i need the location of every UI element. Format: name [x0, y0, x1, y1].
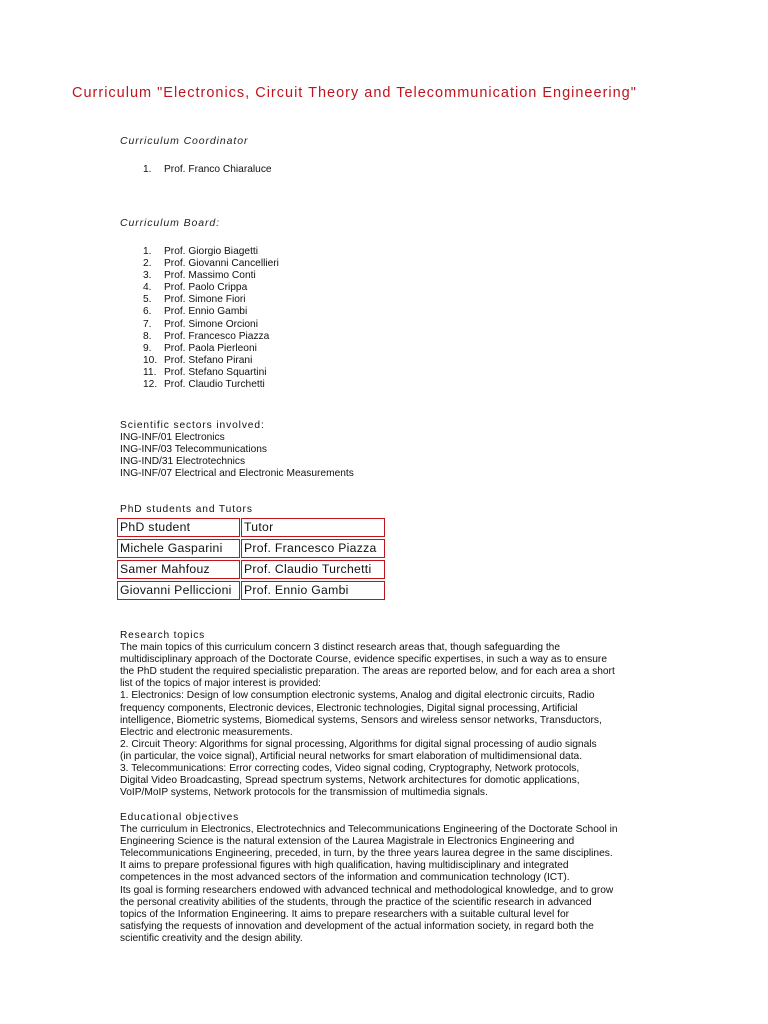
board-heading: Curriculum Board: — [120, 217, 220, 229]
table-cell: Prof. Ennio Gambi — [241, 581, 385, 600]
list-text: Prof. Paola Pierleoni — [164, 342, 257, 354]
list-text: Prof. Claudio Turchetti — [164, 379, 265, 391]
tutors-heading: PhD students and Tutors — [120, 504, 253, 515]
list-number: 1. — [143, 246, 152, 257]
table-cell: Giovanni Pelliccioni — [117, 581, 240, 600]
paragraph-line: The main topics of this curriculum concern 3 distinct research areas that, though safeguarding the — [120, 642, 560, 654]
paragraph-line: (in particular, the voice signal), Artificial neural networks for smart elaboration of multidimensional data. — [120, 750, 583, 762]
list-item — [143, 379, 279, 391]
coordinator-list — [143, 164, 272, 176]
list-item — [143, 367, 279, 379]
list-text: Prof. Giovanni Cancellieri — [164, 258, 279, 270]
paragraph-line: satisfying the requests of innovation and development of the actual information society, in regard both the — [120, 920, 594, 932]
list-text: Prof. Paolo Crippa — [164, 282, 248, 294]
paragraph-line: intelligence, Biometric systems, Biomedical systems, Sensors and wireless sensor networks, Transductors, — [120, 714, 602, 726]
sector-item: ING-INF/03 Telecommunications — [120, 444, 268, 456]
list-text: Prof. Stefano Pirani — [164, 354, 253, 366]
sectors-heading: Scientific sectors involved: — [120, 420, 265, 431]
table-cell: Samer Mahfouz — [117, 560, 240, 579]
research-section — [120, 630, 710, 799]
paragraph-line: VoIP/MoIP systems, Network protocols for the transmission of multimedia signals. — [120, 787, 488, 799]
paragraph-line: Engineering Science is the natural extension of the Laurea Magistrale in Electronics Engineering and — [120, 836, 575, 848]
paragraph-line: 2. Circuit Theory: Algorithms for signal processing, Algorithms for digital signal processing of audio signals — [120, 738, 597, 750]
list-item — [143, 319, 279, 331]
paragraph-line: list of the topics of major interest is provided: — [120, 678, 322, 690]
list-item — [143, 331, 279, 343]
coordinator-heading: Curriculum Coordinator — [120, 135, 249, 147]
list-item — [143, 355, 279, 367]
tutors-section — [120, 504, 253, 516]
list-text: Prof. Francesco Piazza — [164, 330, 270, 342]
paragraph-line: The curriculum in Electronics, Electrotechnics and Telecommunications Engineering of the Doctorate School in — [120, 824, 618, 836]
objectives-heading: Educational objectives — [120, 812, 239, 823]
paragraph-line: frequency components, Electronic devices, Electronic technologies, Digital signal processing, Artificial — [120, 702, 578, 714]
board-list — [143, 246, 279, 391]
paragraph-line: 3. Telecommunications: Error correcting codes, Video signal coding, Cryptography, Network protocols, — [120, 763, 580, 775]
paragraph-line: It aims to prepare professional figures with high qualification, having multidisciplinary and integrated — [120, 860, 569, 872]
list-text: Prof. Simone Fiori — [164, 294, 246, 306]
sector-item: ING-INF/07 Electrical and Electronic Measurements — [120, 468, 354, 480]
list-number: 12. — [143, 379, 158, 391]
list-text: Prof. Franco Chiaraluce — [164, 164, 272, 175]
list-item — [143, 258, 279, 270]
list-number: 10. — [143, 354, 158, 366]
list-number: 1. — [143, 164, 152, 175]
sector-item: ING-INF/01 Electronics — [120, 432, 225, 444]
list-number: 4. — [143, 282, 152, 294]
list-item — [143, 282, 279, 294]
paragraph-line: 1. Electronics: Design of low consumption electronic systems, Analog and digital electronic circuits, Radio — [120, 690, 595, 702]
paragraph-line: Its goal is forming researchers endowed with advanced technical and methodological knowledge, and to grow — [120, 884, 614, 896]
table-header-cell: PhD student — [117, 518, 240, 537]
research-heading: Research topics — [120, 630, 206, 641]
table-header-cell: Tutor — [241, 518, 385, 537]
list-item — [143, 246, 279, 258]
paragraph-line: the PhD student the required specialistic preparation. The areas are reported below, and for each area a short — [120, 666, 615, 678]
list-item — [143, 270, 279, 282]
table-cell: Michele Gasparini — [117, 539, 240, 558]
list-item — [143, 306, 279, 318]
paragraph-line: topics of the Information Engineering. It aims to prepare researchers with a suitable cultural level for — [120, 908, 570, 920]
list-number: 5. — [143, 294, 152, 306]
page-title: Curriculum "Electronics, Circuit Theory and Telecommunication Engineering" — [72, 85, 637, 101]
paragraph-line: Digital Video Broadcasting, Spread spectrum systems, Network architectures for domotic applications, — [120, 775, 580, 787]
list-item — [143, 294, 279, 306]
list-item — [143, 343, 279, 355]
list-text: Prof. Simone Orcioni — [164, 318, 258, 330]
paragraph-line: multidisciplinary approach of the Doctorate Course, evidence specific expertises, in such a way as to ensure — [120, 654, 607, 666]
paragraph-line: the personal creativity abilities of the students, through the practice of the scientific research in advanced — [120, 896, 592, 908]
sectors-section — [120, 420, 354, 480]
list-number: 3. — [143, 270, 152, 282]
list-item — [143, 164, 272, 176]
paragraph-line: Electric and electronic measurements. — [120, 726, 293, 738]
paragraph-line: scientific creativity and the design ability. — [120, 932, 303, 944]
list-number: 8. — [143, 330, 152, 342]
list-number: 6. — [143, 306, 152, 318]
list-text: Prof. Massimo Conti — [164, 270, 256, 282]
list-text: Prof. Ennio Gambi — [164, 306, 248, 318]
list-number: 7. — [143, 318, 152, 330]
list-text: Prof. Stefano Squartini — [164, 366, 267, 378]
list-number: 11. — [143, 366, 157, 378]
paragraph-line: competences in the most advanced sectors of the information and communication technology (ICT). — [120, 872, 570, 884]
paragraph-line: Telecommunications Engineering, preceded, in turn, by the three years laurea degree in the same disciplines. — [120, 848, 613, 860]
table-cell: Prof. Claudio Turchetti — [241, 560, 385, 579]
table-cell: Prof. Francesco Piazza — [241, 539, 385, 558]
list-number: 9. — [143, 342, 152, 354]
list-number: 2. — [143, 258, 152, 270]
sector-item: ING-IND/31 Electrotechnics — [120, 456, 246, 468]
list-text: Prof. Giorgio Biagetti — [164, 246, 258, 257]
objectives-section — [120, 812, 710, 945]
